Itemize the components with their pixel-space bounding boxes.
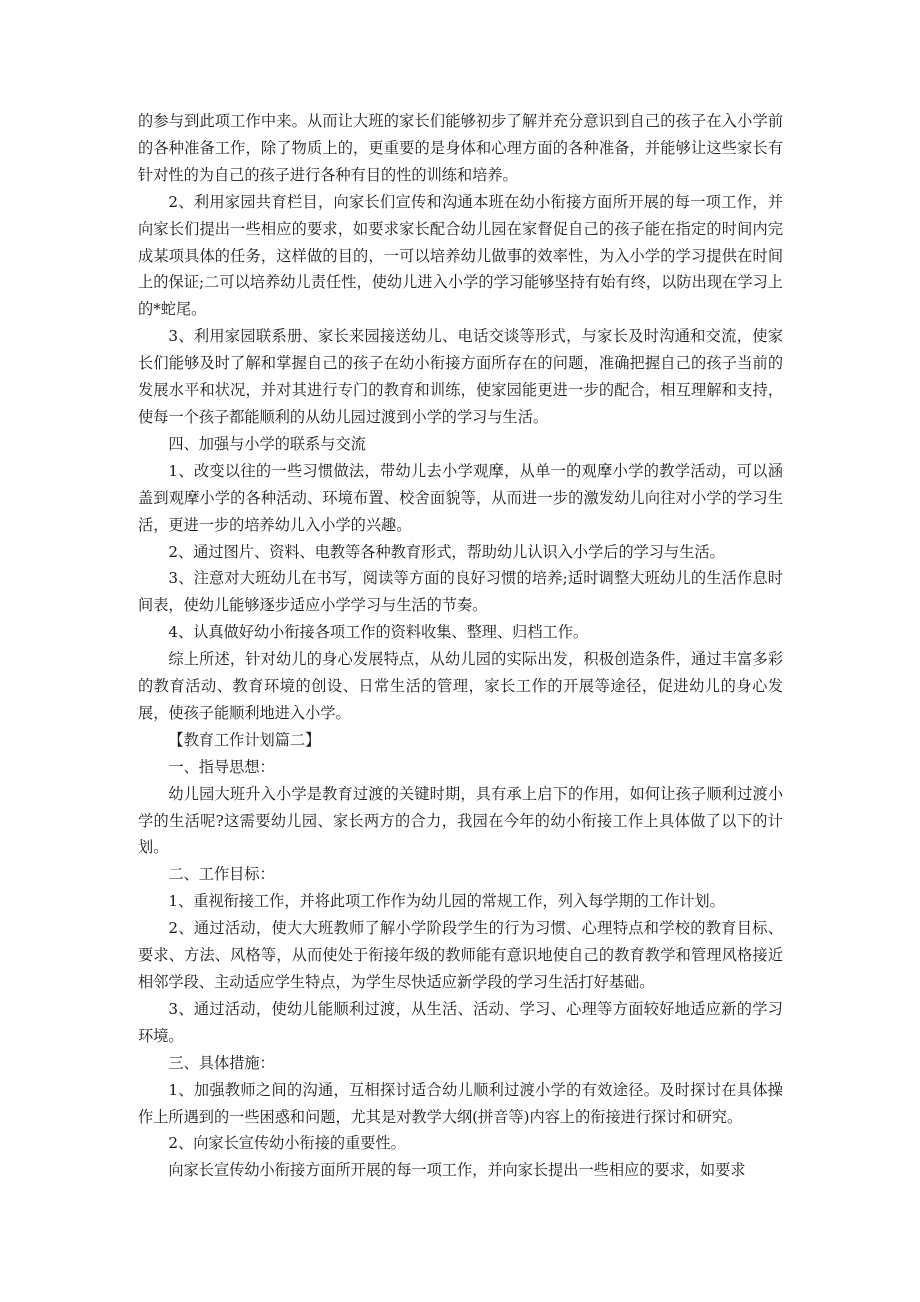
goals-heading: 二、工作目标： <box>168 865 275 884</box>
paragraph-section4-item-3: 3、注意对大班幼儿在书写，阅读等方面的良好习惯的培养;适时调整大班幼儿的生活作息时间表，使幼儿能够逐步适应小学学习与生活的节奏。 <box>138 569 783 615</box>
section-heading-4: 四、加强与小学的联系与交流 <box>168 434 366 453</box>
paragraph-goal-1: 1、重视衔接工作，并将此项工作作为幼儿园的常规工作，列入每学期的工作计划。 <box>168 892 725 911</box>
paragraph-section4-item-1: 1、改变以往的一些习惯做法，带幼儿去小学观摩，从单一的观摩小学的教学活动，可以涵盖到观摩小学的各种活动、环境布置、校舍面貌等，从而进一步的激发幼儿向往对小学的学习生活，更进一步的培养幼儿入小学的兴趣。 <box>138 461 783 534</box>
paragraph-measure-2: 2、向家长宣传幼小衔接的重要性。 <box>168 1134 406 1153</box>
paragraph-goal-3: 3、通过活动，使幼儿能顺利过渡，从生活、活动、学习、心理等方面较好地适应新的学习环境。 <box>138 999 783 1045</box>
paragraph-goal-2: 2、通过活动，使大大班教师了解小学阶段学生的行为习惯、心理特点和学校的教育目标、要求、方法、风格等，从而使处于衔接年级的教师能有意识地使自己的教育教学和管理风格接近相邻学段、主动适应学生特点，为学生尽快适应新学段的学习生活打好基础。 <box>138 919 783 991</box>
paragraph-intro-continuation: 的参与到此项工作中来。从而让大班的家长们能够初步了解并充分意识到自己的孩子在入小学前的各种准备工作，除了物质上的，更重要的是身体和心理方面的各种准备，并能够让这些家长有针对性的为自己的孩子进行各种有目的性的训练和培养。 <box>138 112 783 184</box>
paragraph-guiding: 幼儿园大班升入小学是教育过渡的关键时期，具有承上启下的作用，如何让孩子顺利过渡小学的生活呢?这需要幼儿园、家长两方的合力，我园在今年的幼小衔接工作上具体做了以下的计划。 <box>138 784 783 857</box>
guiding-heading: 一、指导思想： <box>168 757 275 776</box>
paragraph-measure-2-body: 向家长宣传幼小衔接方面所开展的每一项工作，并向家长提出一些相应的要求，如要求 <box>168 1161 746 1180</box>
paragraph-measure-1: 1、加强教师之间的沟通，互相探讨适合幼儿顺利过渡小学的有效途径。及时探讨在具体操作上所遇到的一些困惑和问题，尤其是对教学大纲(拼音等)内容上的衔接进行探讨和研究。 <box>138 1080 783 1126</box>
paragraph-item-3: 3、利用家园联系册、家长来园接送幼儿、电话交谈等形式，与家长及时沟通和交流，使家长们能够及时了解和掌握自己的孩子在幼小衔接方面所存在的问题，准确把握自己的孩子当前的发展水平和状况，并对其进行专门的教育和训练，使家园能更进一步的配合，相互理解和支持，使每一个孩子都能顺利的从幼儿园过渡到小学的学习与生活。 <box>138 327 783 426</box>
paragraph-section4-item-4: 4、认真做好幼小衔接各项工作的资料收集、整理、归档工作。 <box>168 623 589 642</box>
measures-heading: 三、具体措施： <box>168 1053 275 1072</box>
paragraph-summary: 综上所述，针对幼儿的身心发展特点，从幼儿园的实际出发，积极创造条件，通过丰富多彩的教育活动、教育环境的创设、日常生活的管理，家长工作的开展等途径，促进幼儿的身心发展，使孩子能顺利地进入小学。 <box>138 650 783 722</box>
document-page <box>138 108 783 1184</box>
paragraph-item-2: 2、利用家园共育栏目，向家长们宣传和沟通本班在幼小衔接方面所开展的每一项工作，并向家长们提出一些相应的要求，如要求家长配合幼儿园在家督促自己的孩子能在指定的时间内完成某项具体的任务，这样做的目的，一可以培养幼儿做事的效率性，为入小学的学习提供在时间上的保证;二可以培养幼儿责任性，使幼儿进入小学的学习能够坚持有始有终，以防出现在学习上的*蛇尾。 <box>138 192 783 319</box>
plan-2-heading: 【教育工作计划篇二】 <box>168 730 321 749</box>
paragraph-section4-item-2: 2、通过图片、资料、电教等各种教育形式，帮助幼儿认识入小学后的学习与生活。 <box>168 542 725 561</box>
